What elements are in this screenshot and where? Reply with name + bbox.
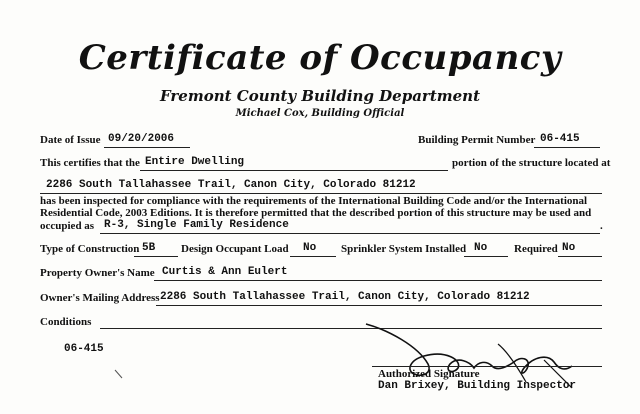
construction-type-label: Type of Construction <box>40 243 140 255</box>
required-label: Required <box>514 243 558 255</box>
mailing-address-label: Owner's Mailing Address <box>40 292 160 304</box>
occupancy-period: . <box>600 220 603 232</box>
conditions-label: Conditions <box>40 316 92 328</box>
tick-mark-icon <box>114 366 124 376</box>
building-official: Michael Cox, Building Official <box>235 108 405 119</box>
authorized-signature-label: Authorized Signature <box>378 368 480 380</box>
compliance-line-2: Residential Code, 2003 Editions. It is therefore permitted that the described portion of this structure may be used and <box>40 207 592 219</box>
required-line <box>558 256 602 257</box>
sprinkler-line <box>464 256 508 257</box>
portion-value: Entire Dwelling <box>145 156 245 168</box>
certifies-prefix: This certifies that the <box>40 157 140 169</box>
date-of-issue-value: 09/20/2006 <box>108 133 175 145</box>
sprinkler-value: No <box>474 242 488 254</box>
location-address: 2286 South Tallahassee Trail, Canon City, Colorado 81212 <box>46 179 416 191</box>
certificate-title: Certificate of Occupancy <box>78 38 562 78</box>
compliance-line-1: has been inspected for compliance with the requirements of the International Building Code and/or the International <box>40 195 588 207</box>
location-address-line <box>40 193 602 194</box>
sprinkler-label: Sprinkler System Installed <box>341 243 467 255</box>
occupant-load-value: No <box>303 242 317 254</box>
inspector-name: Dan Brixey, Building Inspector <box>378 380 577 392</box>
date-of-issue-line <box>104 147 190 148</box>
owner-name-value: Curtis & Ann Eulert <box>162 266 288 278</box>
certifies-suffix: portion of the structure located at <box>452 157 611 169</box>
owner-name-line <box>154 280 602 281</box>
stamp-number: 06-415 <box>64 343 104 355</box>
construction-type-line <box>134 256 178 257</box>
required-value: No <box>562 242 576 254</box>
owner-name-label: Property Owner's Name <box>40 267 155 279</box>
permit-number-line <box>534 147 600 148</box>
occupant-load-label: Design Occupant Load <box>181 243 289 255</box>
occupant-load-line <box>290 256 336 257</box>
signature-line <box>372 366 602 367</box>
permit-number-value: 06-415 <box>540 133 580 145</box>
occupancy-value: R-3, Single Family Residence <box>104 219 289 231</box>
mailing-address-line <box>156 305 602 306</box>
portion-line <box>140 170 448 171</box>
date-of-issue-label: Date of Issue <box>40 134 101 146</box>
permit-number-label: Building Permit Number <box>418 134 536 146</box>
mailing-address-value: 2286 South Tallahassee Trail, Canon City, Colorado 81212 <box>160 291 530 303</box>
occupancy-line <box>100 233 600 234</box>
occupied-as-label: occupied as <box>40 220 95 232</box>
department-name: Fremont County Building Department <box>159 87 480 105</box>
construction-type-value: 5B <box>142 242 156 254</box>
